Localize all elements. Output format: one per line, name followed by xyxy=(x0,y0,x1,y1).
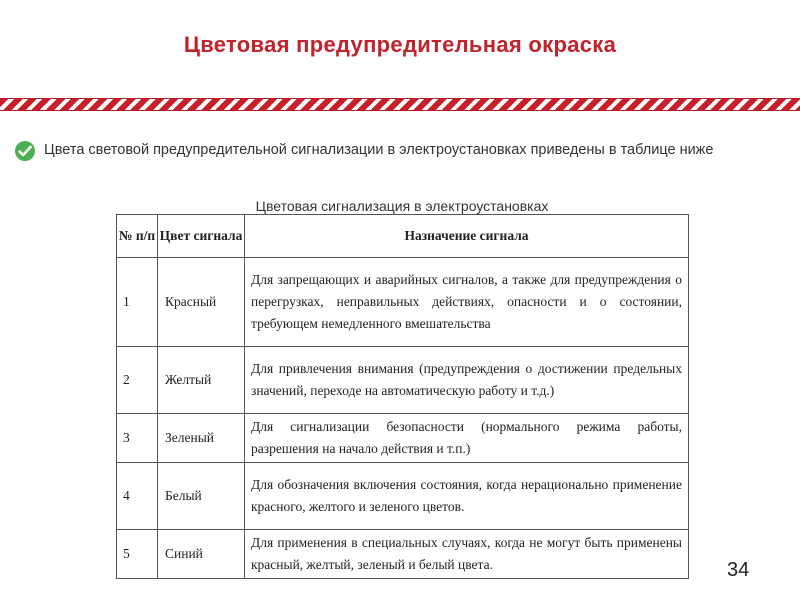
decorative-rope-divider xyxy=(0,98,800,111)
row-number: 5 xyxy=(117,530,158,579)
row-number: 1 xyxy=(117,258,158,347)
row-number: 3 xyxy=(117,414,158,463)
row-signal-color: Зеленый xyxy=(158,414,245,463)
row-signal-purpose: Для привлечения внимания (предупреждения о достижении предельных значений, переходе на автоматическую работу и т.д.) xyxy=(245,347,689,414)
table-row xyxy=(117,463,689,530)
table-caption: Цветовая сигнализация в электроустановках xyxy=(255,198,549,214)
row-signal-purpose: Для сигнализации безопасности (нормального режима работы, разрешения на начало действия и т.п.) xyxy=(245,414,689,463)
table-row xyxy=(117,258,689,347)
bullet-text: Цвета световой предупредительной сигнализации в электроустановках приведены в таблице ниже xyxy=(44,142,714,158)
row-signal-purpose: Для применения в специальных случаях, когда не могут быть применены красный, желтый, зеленый и белый цвета. xyxy=(245,530,689,579)
row-number: 4 xyxy=(117,463,158,530)
check-circle-icon xyxy=(15,141,35,161)
row-signal-color: Красный xyxy=(158,258,245,347)
row-signal-color: Синий xyxy=(158,530,245,579)
row-signal-purpose: Для обозначения включения состояния, когда нерационально применение красного, желтого и зеленого цветов. xyxy=(245,463,689,530)
signal-colors-table xyxy=(116,214,689,579)
table-row xyxy=(117,347,689,414)
row-signal-color: Желтый xyxy=(158,347,245,414)
header-number: № п/п xyxy=(117,215,158,258)
slide-title: Цветовая предупредительная окраска xyxy=(183,32,617,57)
header-signal-color: Цвет сигнала xyxy=(158,215,245,258)
page-number: 34 xyxy=(727,559,750,581)
table-row xyxy=(117,414,689,463)
row-signal-purpose: Для запрещающих и аварийных сигналов, а также для предупреждения о перегрузках, неправильных действиях, опасности и о состоянии, требующем немедленного вмешательства xyxy=(245,258,689,347)
row-number: 2 xyxy=(117,347,158,414)
table-row xyxy=(117,530,689,579)
table-header-row xyxy=(117,215,689,258)
row-signal-color: Белый xyxy=(158,463,245,530)
header-signal-purpose: Назначение сигнала xyxy=(245,215,689,258)
